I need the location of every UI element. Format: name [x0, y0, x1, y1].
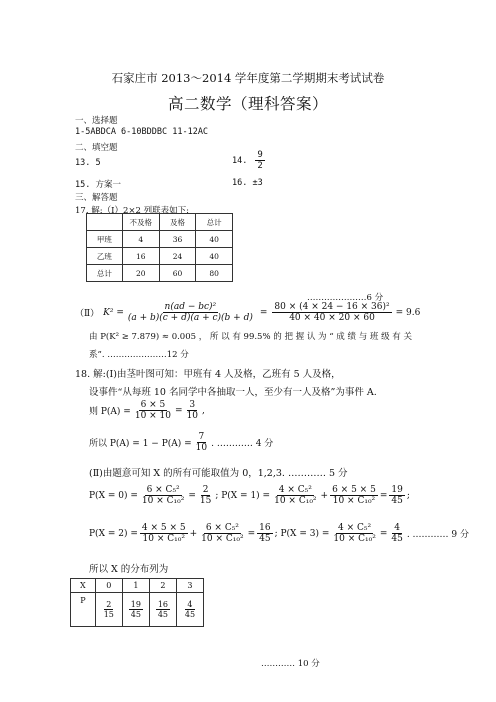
distribution-p-denominator: 45	[184, 610, 196, 619]
distribution-p-denominator: 45	[157, 610, 168, 619]
prob-x3-lhs: ; P(X = 3) =	[274, 528, 330, 539]
prob-a-tail: . ………… 4 分	[211, 439, 274, 450]
table-cell: 40	[196, 231, 233, 248]
prob-x2-result-denominator: 45	[259, 534, 271, 545]
prob-a-bar-result-numerator: 3	[189, 400, 196, 410]
distribution-p-fraction	[102, 600, 116, 619]
k2-numerator-values: 80 × (4 × 24 − 16 × 36)²	[274, 302, 390, 312]
prob-a-bar	[89, 400, 205, 422]
prob-a-bar-fraction	[133, 400, 173, 422]
k2-lhs: K² =	[103, 307, 124, 318]
prob-x2-plus: +	[189, 528, 198, 539]
section1-heading: 一、选择题	[75, 116, 118, 126]
section2-heading: 二、填空题	[75, 143, 118, 153]
prob-x1-numerator-a: 4 × C₅²	[278, 485, 312, 495]
prob-x0-fraction	[140, 485, 186, 507]
distribution-x-label: X	[71, 579, 96, 593]
prob-x0-lhs: P(X = 0) =	[89, 490, 138, 501]
answer-15: 15. 方案一	[75, 180, 121, 190]
table-cell: 36	[159, 231, 196, 248]
q18-intro: 18. 解:(Ⅰ)由茎叶图可知：甲班有 4 人及格，乙班有 5 人及格，	[75, 369, 341, 380]
prob-x2-x3	[89, 523, 469, 545]
table-row	[87, 231, 233, 248]
prob-x0-result-denominator: 15	[199, 496, 212, 507]
table-cell: 甲班	[87, 231, 123, 248]
prob-x1-equals: =	[379, 490, 388, 501]
prob-x1-tail: ;	[406, 490, 410, 501]
prob-x3-denominator: 10 × C₁₀²	[333, 534, 376, 545]
k2-denominator: (a + b)(c + d)(a + c)(b + d)	[127, 313, 253, 324]
prob-x3-tail: . ………… 9 分	[406, 530, 469, 541]
table-header-cell: 及格	[159, 214, 196, 231]
distribution-p-value	[95, 593, 122, 627]
k2-numerator: n(ad − bc)²	[164, 302, 217, 312]
section3-heading: 三、解答题	[75, 193, 118, 203]
prob-x2-equals: =	[247, 528, 256, 539]
distribution-p-numerator: 4	[187, 599, 193, 609]
distribution-p-value	[176, 593, 203, 627]
prob-x1-result	[389, 485, 404, 507]
prob-x1-result-denominator: 45	[391, 496, 403, 507]
answer-14-label: 14.	[232, 155, 248, 166]
k2-equals: =	[259, 307, 268, 318]
q17-intro: 17. 解:（Ⅰ）2×2 列联表如下:	[75, 206, 189, 216]
prob-x2-denominator-a: 10 × C₁₀²	[142, 534, 185, 545]
table-cell: 24	[159, 248, 196, 265]
table-cell: 16	[122, 248, 159, 265]
prob-a-bar-numerator: 6 × 5	[140, 400, 166, 410]
k2-fraction	[126, 302, 255, 324]
prob-a	[89, 432, 273, 454]
part2-label: （Ⅱ）	[75, 309, 100, 320]
k2-denominator-values: 40 × 40 × 20 × 60	[289, 313, 375, 324]
score-10: ………… 10 分	[261, 659, 320, 669]
prob-x1-denominator-a: 10 × C₁₀²	[274, 496, 317, 507]
table-row	[87, 248, 233, 265]
prob-x2-result	[257, 523, 272, 545]
prob-a-bar-equals: =	[175, 405, 183, 416]
distribution-x-value: 1	[122, 579, 149, 593]
prob-x0-denominator: 10 × C₁₀²	[141, 496, 185, 507]
distribution-p-numerator: 16	[157, 599, 168, 609]
distribution-p-value	[149, 593, 176, 627]
exam-title: 石家庄市 2013～2014 学年度第二学期期末考试试卷	[111, 71, 385, 85]
prob-x2-numerator-b: 6 × C₅²	[205, 523, 239, 533]
table-cell: 4	[122, 231, 159, 248]
prob-x1-result-numerator: 19	[391, 485, 403, 495]
distribution-x-row	[71, 579, 204, 593]
k2-conclusion-line1: 由 P(K² ≥ 7.879) ≈ 0.005 ， 所 以 有 99.5% 的 把 握 认 为 “ 成 绩 与 班 级 有 关	[89, 332, 413, 342]
prob-x2-fraction-b	[199, 523, 245, 545]
table-cell: 乙班	[87, 248, 123, 265]
prob-a-lhs: 所以 P(A) = 1 − P(A) =	[89, 439, 192, 450]
q18-event-definition: 设事件“从每班 10 名同学中各抽取一人，至少有一人及格”为事件 A.	[89, 387, 377, 398]
prob-a-fraction	[194, 432, 209, 454]
distribution-p-row	[71, 593, 204, 627]
answer-14-numerator: 9	[257, 150, 263, 160]
k2-formula	[75, 302, 420, 324]
prob-x3-numerator: 4 × C₅²	[338, 523, 372, 533]
distribution-p-value	[122, 593, 149, 627]
prob-a-bar-tail: ,	[202, 405, 205, 416]
distribution-p-numerator: 2	[106, 599, 112, 609]
answer-14-denominator: 2	[257, 161, 263, 172]
distribution-x-value: 3	[176, 579, 203, 593]
answer-subtitle: 高二数学（理科答案）	[167, 95, 328, 113]
table-cell: 80	[196, 265, 233, 282]
prob-x0-numerator: 6 × C₅²	[146, 485, 180, 495]
prob-x3-equals: =	[379, 528, 388, 539]
distribution-p-fraction	[183, 600, 197, 619]
choice-answers: 1-5ABDCA 6-10BDDBC 11-12AC	[75, 127, 209, 137]
distribution-p-numerator: 19	[130, 599, 141, 609]
distribution-x-value: 0	[95, 579, 122, 593]
prob-x2-lhs: P(X = 2) =	[89, 528, 138, 539]
distribution-p-fraction	[156, 600, 170, 619]
prob-x1-numerator-b: 6 × 5 × 5	[332, 485, 376, 495]
prob-x3-result-numerator: 4	[394, 523, 400, 533]
answer-13: 13. 5	[75, 158, 101, 168]
answer-16: 16. ±3	[232, 178, 263, 188]
table-row	[87, 265, 233, 282]
k2-result: = 9.6	[395, 307, 421, 318]
distribution-intro: 所以 X 的分布列为	[89, 564, 169, 575]
prob-x1-fraction-a	[272, 485, 318, 507]
distribution-p-fraction	[129, 600, 143, 619]
distribution-x-value: 2	[149, 579, 176, 593]
table-cell: 60	[159, 265, 196, 282]
distribution-p-denominator: 15	[103, 610, 114, 619]
table-header-cell	[87, 214, 123, 231]
prob-x0-result-numerator: 2	[202, 485, 209, 495]
table-header-row	[87, 214, 233, 231]
prob-a-denominator: 10	[195, 443, 208, 454]
answer-14	[232, 150, 267, 172]
prob-x0-result	[198, 485, 213, 507]
distribution-table	[70, 578, 204, 627]
prob-a-bar-denominator: 10 × 10	[134, 411, 172, 422]
k2-conclusion-line2: 系”. …………………12 分	[89, 350, 189, 360]
prob-x3-fraction	[331, 523, 377, 545]
prob-x1-fraction-b	[330, 485, 378, 507]
prob-a-bar-result-denominator: 10	[186, 411, 199, 422]
score-6: …………………6 分	[307, 293, 384, 303]
answer-14-fraction	[255, 150, 264, 172]
q18-part2-intro: (Ⅱ)由题意可知 X 的所有可能取值为 0，1,2,3. ………… 5 分	[89, 468, 348, 479]
prob-x1-lhs: ; P(X = 1) =	[215, 490, 271, 501]
table-header-cell: 不及格	[122, 214, 159, 231]
prob-x3-result-denominator: 45	[391, 534, 403, 545]
prob-x2-fraction-a	[140, 523, 188, 545]
table-cell: 20	[122, 265, 159, 282]
contingency-table	[86, 213, 233, 282]
prob-x2-result-numerator: 16	[259, 523, 271, 533]
prob-x1-plus: +	[320, 490, 329, 501]
distribution-p-denominator: 45	[130, 610, 141, 619]
prob-x2-denominator-b: 10 × C₁₀²	[201, 534, 244, 545]
prob-a-bar-lhs: 则 P(A) =	[89, 407, 131, 418]
table-header-cell: 总计	[196, 214, 233, 231]
table-cell: 总计	[87, 265, 123, 282]
k2-fraction-values	[272, 302, 391, 324]
prob-x1-denominator-b: 10 × C₁₀²	[332, 496, 376, 507]
prob-x2-numerator-a: 4 × 5 × 5	[141, 523, 186, 533]
distribution-p-label: P	[71, 593, 96, 627]
prob-x3-result	[389, 523, 404, 545]
prob-a-numerator: 7	[198, 432, 205, 442]
table-cell: 40	[196, 248, 233, 265]
prob-a-bar-result	[185, 400, 200, 422]
prob-x0-x1	[89, 485, 410, 507]
prob-x0-equals: =	[188, 490, 196, 501]
